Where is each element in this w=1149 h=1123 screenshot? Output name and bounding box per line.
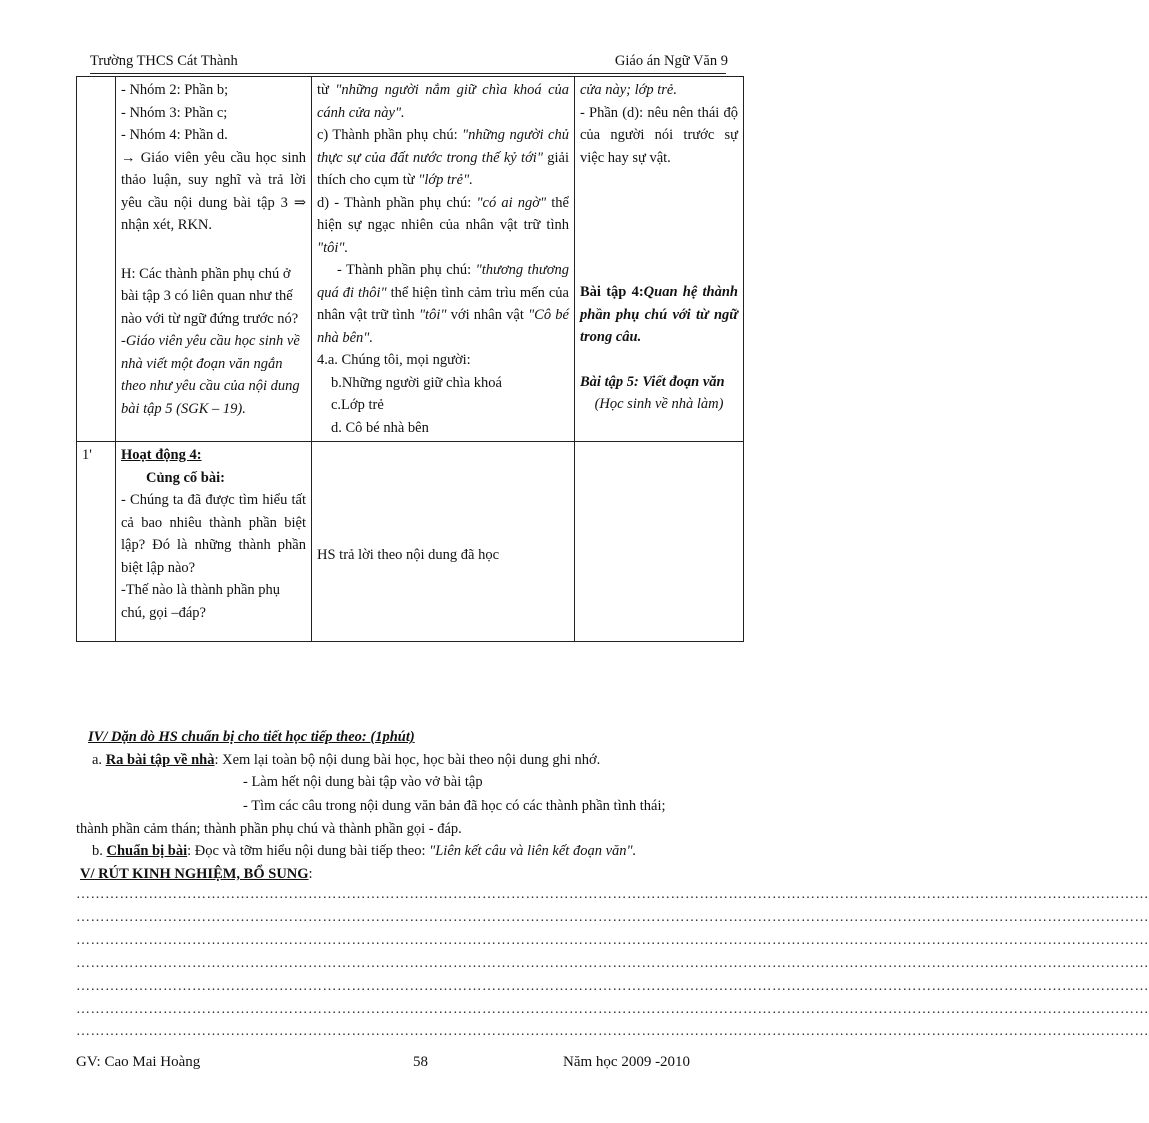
answer-4c: c.Lớp trẻ <box>331 397 384 413</box>
content-top: cửa này; lớp trẻ. <box>580 82 677 98</box>
activity-heading: Hoạt động 4: <box>121 447 202 463</box>
homework-instruction: -Giáo viên yêu cầu học sinh về nhà viết một đoạn văn ngắn theo như yêu cầu của nội dung bài tập 5 (SGK – 19). <box>121 333 300 417</box>
homework-line-4: thành phần cảm thán; thành phần phụ chú và thành phần gọi - đáp. <box>76 821 462 837</box>
homework-line-2: - Làm hết nội dung bài tập vào vở bài tập <box>243 774 483 790</box>
homework-line: a. Ra bài tập về nhà: Xem lại toàn bộ nội dung bài học, học bài theo nội dung ghi nhớ. <box>92 752 601 768</box>
section-4-title: IV/ Dặn dò HS chuẩn bị cho tiết học tiếp theo: (1phút) <box>88 729 415 745</box>
section-5-title: V/ RÚT KINH NGHIỆM, BỔ SUNG: <box>80 866 313 882</box>
group-line: - Nhóm 3: Phần c; <box>121 104 228 121</box>
question-h: H: Các thành phần phụ chú ở bài tập 3 có liên quan như thế nào với từ ngữ đứng trước nó? <box>121 265 299 327</box>
teacher-activity-cell <box>116 77 312 442</box>
answer-d2: - Thành phần phụ chú: "thương thương quá đi thôi" thể hiện tình cảm trìu mến của nhân vật trữ tình "tôi" với nhân vật "Cô bé nhà bên". <box>317 262 569 346</box>
school-name: Trường THCS Cát Thành <box>90 53 238 69</box>
answer-4a: 4.a. Chúng tôi, mọi người: <box>317 352 471 368</box>
subject-title: Giáo án Ngữ Văn 9 <box>614 53 728 69</box>
content-cell <box>575 442 744 642</box>
answer-b-tail: từ "những người nắm giữ chìa khoá của cánh cửa này". <box>317 82 570 121</box>
review-question-2: -Thế nào là thành phần phụ chú, gọi –đáp? <box>121 582 281 621</box>
answer-4b: b.Những người giữ chìa khoá <box>331 374 502 391</box>
note-line: …………………………………………………………………………………………………………………………………………………………………………………………………… <box>76 979 1149 994</box>
exercise-5-note: (Học sinh về nhà làm) <box>594 396 724 412</box>
note-line: …………………………………………………………………………………………………………………………………………………………………………………………………… <box>76 887 1149 902</box>
note-line: …………………………………………………………………………………………………………………………………………………………………………………………………… <box>76 933 1149 948</box>
content-cell <box>575 77 744 442</box>
teacher-name: GV: Cao Mai Hoàng <box>76 1054 201 1070</box>
homework-line-3: - Tìm các câu trong nội dung văn bản đã học có các thành phần tình thái; <box>243 798 666 814</box>
teacher-activity-cell <box>116 442 312 642</box>
answer-d: d) - Thành phần phụ chú: "có ai ngờ" thể hiện sự ngạc nhiên của nhân vật trữ tình "tôi". <box>317 194 569 256</box>
note-line: …………………………………………………………………………………………………………………………………………………………………………………………………… <box>76 956 1149 971</box>
time-cell <box>77 77 116 442</box>
answer-c: c) Thành phần phụ chú: "những người chủ thực sự của đất nước trong thế kỷ tới" giải thích cho cụm từ "lớp trẻ". <box>317 127 570 188</box>
activity-title: Củng cố bài: <box>146 469 225 486</box>
note-line: …………………………………………………………………………………………………………………………………………………………………………………………………… <box>76 910 1149 925</box>
table-row <box>77 77 744 442</box>
student-activity-cell <box>312 442 575 642</box>
student-answer: HS trả lời theo nội dung đã học <box>317 547 500 563</box>
page-header <box>90 53 726 74</box>
lesson-table <box>76 76 744 642</box>
time-cell: 1' <box>77 442 116 642</box>
prepare-line: b. Chuẩn bị bài: Đọc và tỡm hiểu nội dung bài tiếp theo: "Liên kết câu và liên kết đoạn văn". <box>92 843 637 859</box>
exercise-5: Bài tập 5: Viết đoạn văn <box>580 373 725 390</box>
teacher-instruction: → Giáo viên yêu cầu học sinh thảo luận, suy nghĩ và trả lời yêu cầu nội dung bài tập 3 ⇒ nhận xét, RKN. <box>121 149 306 233</box>
group-line: - Nhóm 4: Phần d. <box>121 127 228 143</box>
page-number: 58 <box>413 1054 428 1070</box>
note-line: …………………………………………………………………………………………………………………………………………………………………………………………………… <box>76 1002 1149 1017</box>
student-activity-cell <box>312 77 575 442</box>
table-row <box>77 442 744 642</box>
content-part-d: - Phần (d): nêu nên thái độ của người nói trước sự việc hay sự vật. <box>580 104 738 166</box>
group-line: - Nhóm 2: Phần b; <box>121 82 229 98</box>
answer-4d: d. Cô bé nhà bên <box>331 419 429 436</box>
review-question-1: - Chúng ta đã được tìm hiểu tất cả bao nhiêu thành phần biệt lập? Đó là những thành phần biệt lập nào? <box>121 492 306 576</box>
note-line: …………………………………………………………………………………………………………………………………………………………………………………………………… <box>76 1024 1149 1039</box>
exercise-4: Bài tập 4:Quan hệ thành phần phụ chú với từ ngữ trong câu. <box>580 284 738 345</box>
school-year: Năm học 2009 -2010 <box>563 1054 691 1070</box>
